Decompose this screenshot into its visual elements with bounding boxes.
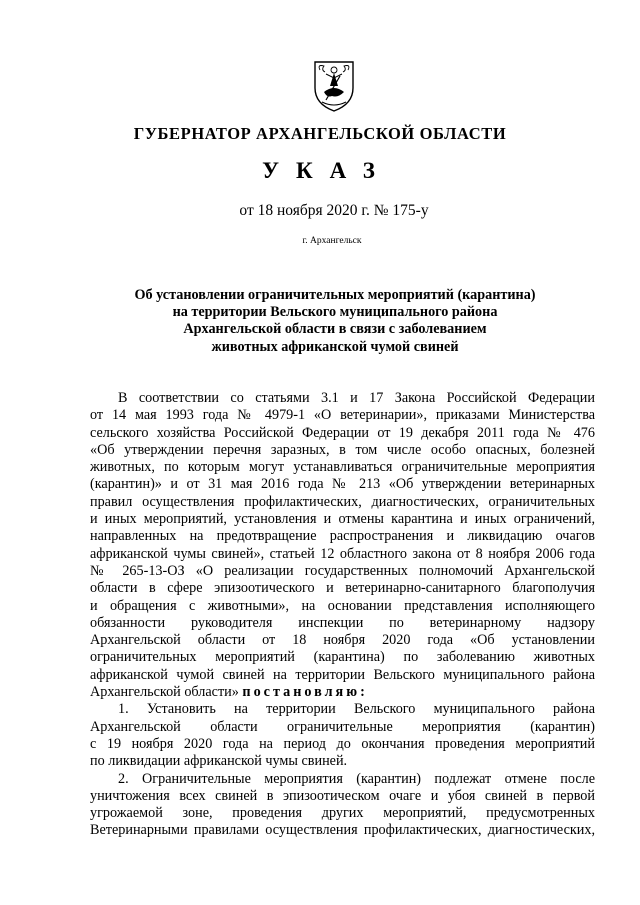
item-1-line: по ликвидации африканской чумы свиней. (90, 753, 348, 770)
item-1-line: Архангельской области ограничительные мероприятия (карантин) (90, 718, 595, 735)
body-line: обязанности руководителя инспекции по ветеринарному надзору (90, 614, 595, 631)
body-line: (карантин)» и от 31 мая 2016 года № 213 «Об утверждении ветеринарных (90, 476, 595, 493)
body-line: сельского хозяйства Российской Федерации от 19 декабря 2011 года № 476 (90, 424, 595, 441)
decree-word: постановляю (242, 684, 361, 701)
title-line: на территории Вельского муниципального района (172, 304, 498, 321)
item-2-line: уничтожения всех свиней в эпизоотическом очаге и убоя свиней в первой (90, 787, 595, 804)
body-line: области в сфере эпизоотического и ветеринарно-санитарного благополучия (90, 580, 595, 597)
body-line: ограничительных мероприятий (карантина) по заболеванию животных (90, 649, 595, 666)
body-line: и обращения с животными», на основании представления исполняющего (90, 597, 595, 614)
document-type: УКАЗ (262, 158, 392, 183)
item-1-line: 1. Установить на территории Вельского муниципального района (118, 701, 595, 718)
place-of-issue: г. Архангельск (302, 236, 362, 246)
title-line: Об установлении ограничительных мероприятий (карантина) (134, 287, 536, 303)
document-title (90, 287, 580, 356)
body-line: африканской чумой свиней на территории Вельского муниципального района (90, 666, 595, 683)
body-line: Архангельской области от 18 ноября 2020 года «Об установлении (90, 632, 595, 649)
decree-colon: : (360, 684, 365, 701)
date-and-number: от 18 ноября 2020 г. № 175-у (239, 202, 429, 219)
body-text: Архангельской области» (90, 684, 239, 701)
body-line: № 265-13-ОЗ «О реализации государственных полномочий Архангельской (90, 562, 595, 579)
title-line: животных африканской чумой свиней (211, 338, 459, 355)
item-2-line: угрожаемой зоне, проведения других мероприятий, предусмотренных (90, 805, 595, 822)
body-line: «Об утверждении перечня заразных, в том числе особо опасных, болезней (90, 441, 595, 458)
item-2-line: Ветеринарными правилами осуществления профилактических, диагностических, (90, 822, 595, 839)
body-line: правил осуществления профилактических, диагностических, ограничительных (90, 493, 595, 510)
document-body (90, 390, 595, 840)
decree-line (90, 684, 595, 701)
item-1-line: с 19 ноября 2020 года на период до окончания проведения мероприятий (90, 735, 595, 752)
body-line: и иных мероприятий, установления и отмены карантина и иных ограничений, (90, 511, 595, 528)
arkhangelsk-coat-of-arms-icon (312, 58, 356, 114)
body-line: направленных на предотвращение распространения и ликвидацию очагов (90, 528, 595, 545)
body-line: В соответствии со статьями 3.1 и 17 Закона Российской Федерации (118, 390, 595, 406)
body-line: животных, по которым могут устанавливаться ограничительные мероприятия (90, 459, 595, 476)
title-line: Архангельской области в связи с заболеванием (183, 321, 487, 338)
item-2-line: 2. Ограничительные мероприятия (карантин) подлежат отмене после (118, 770, 595, 787)
organization-name: ГУБЕРНАТОР АРХАНГЕЛЬСКОЙ ОБЛАСТИ (133, 124, 507, 143)
body-line: от 14 мая 1993 года № 4979-1 «О ветеринарии», приказами Министерства (90, 407, 595, 424)
body-line: африканской чумы свиней», статьей 12 областного закона от 8 ноября 2006 года (90, 545, 595, 562)
